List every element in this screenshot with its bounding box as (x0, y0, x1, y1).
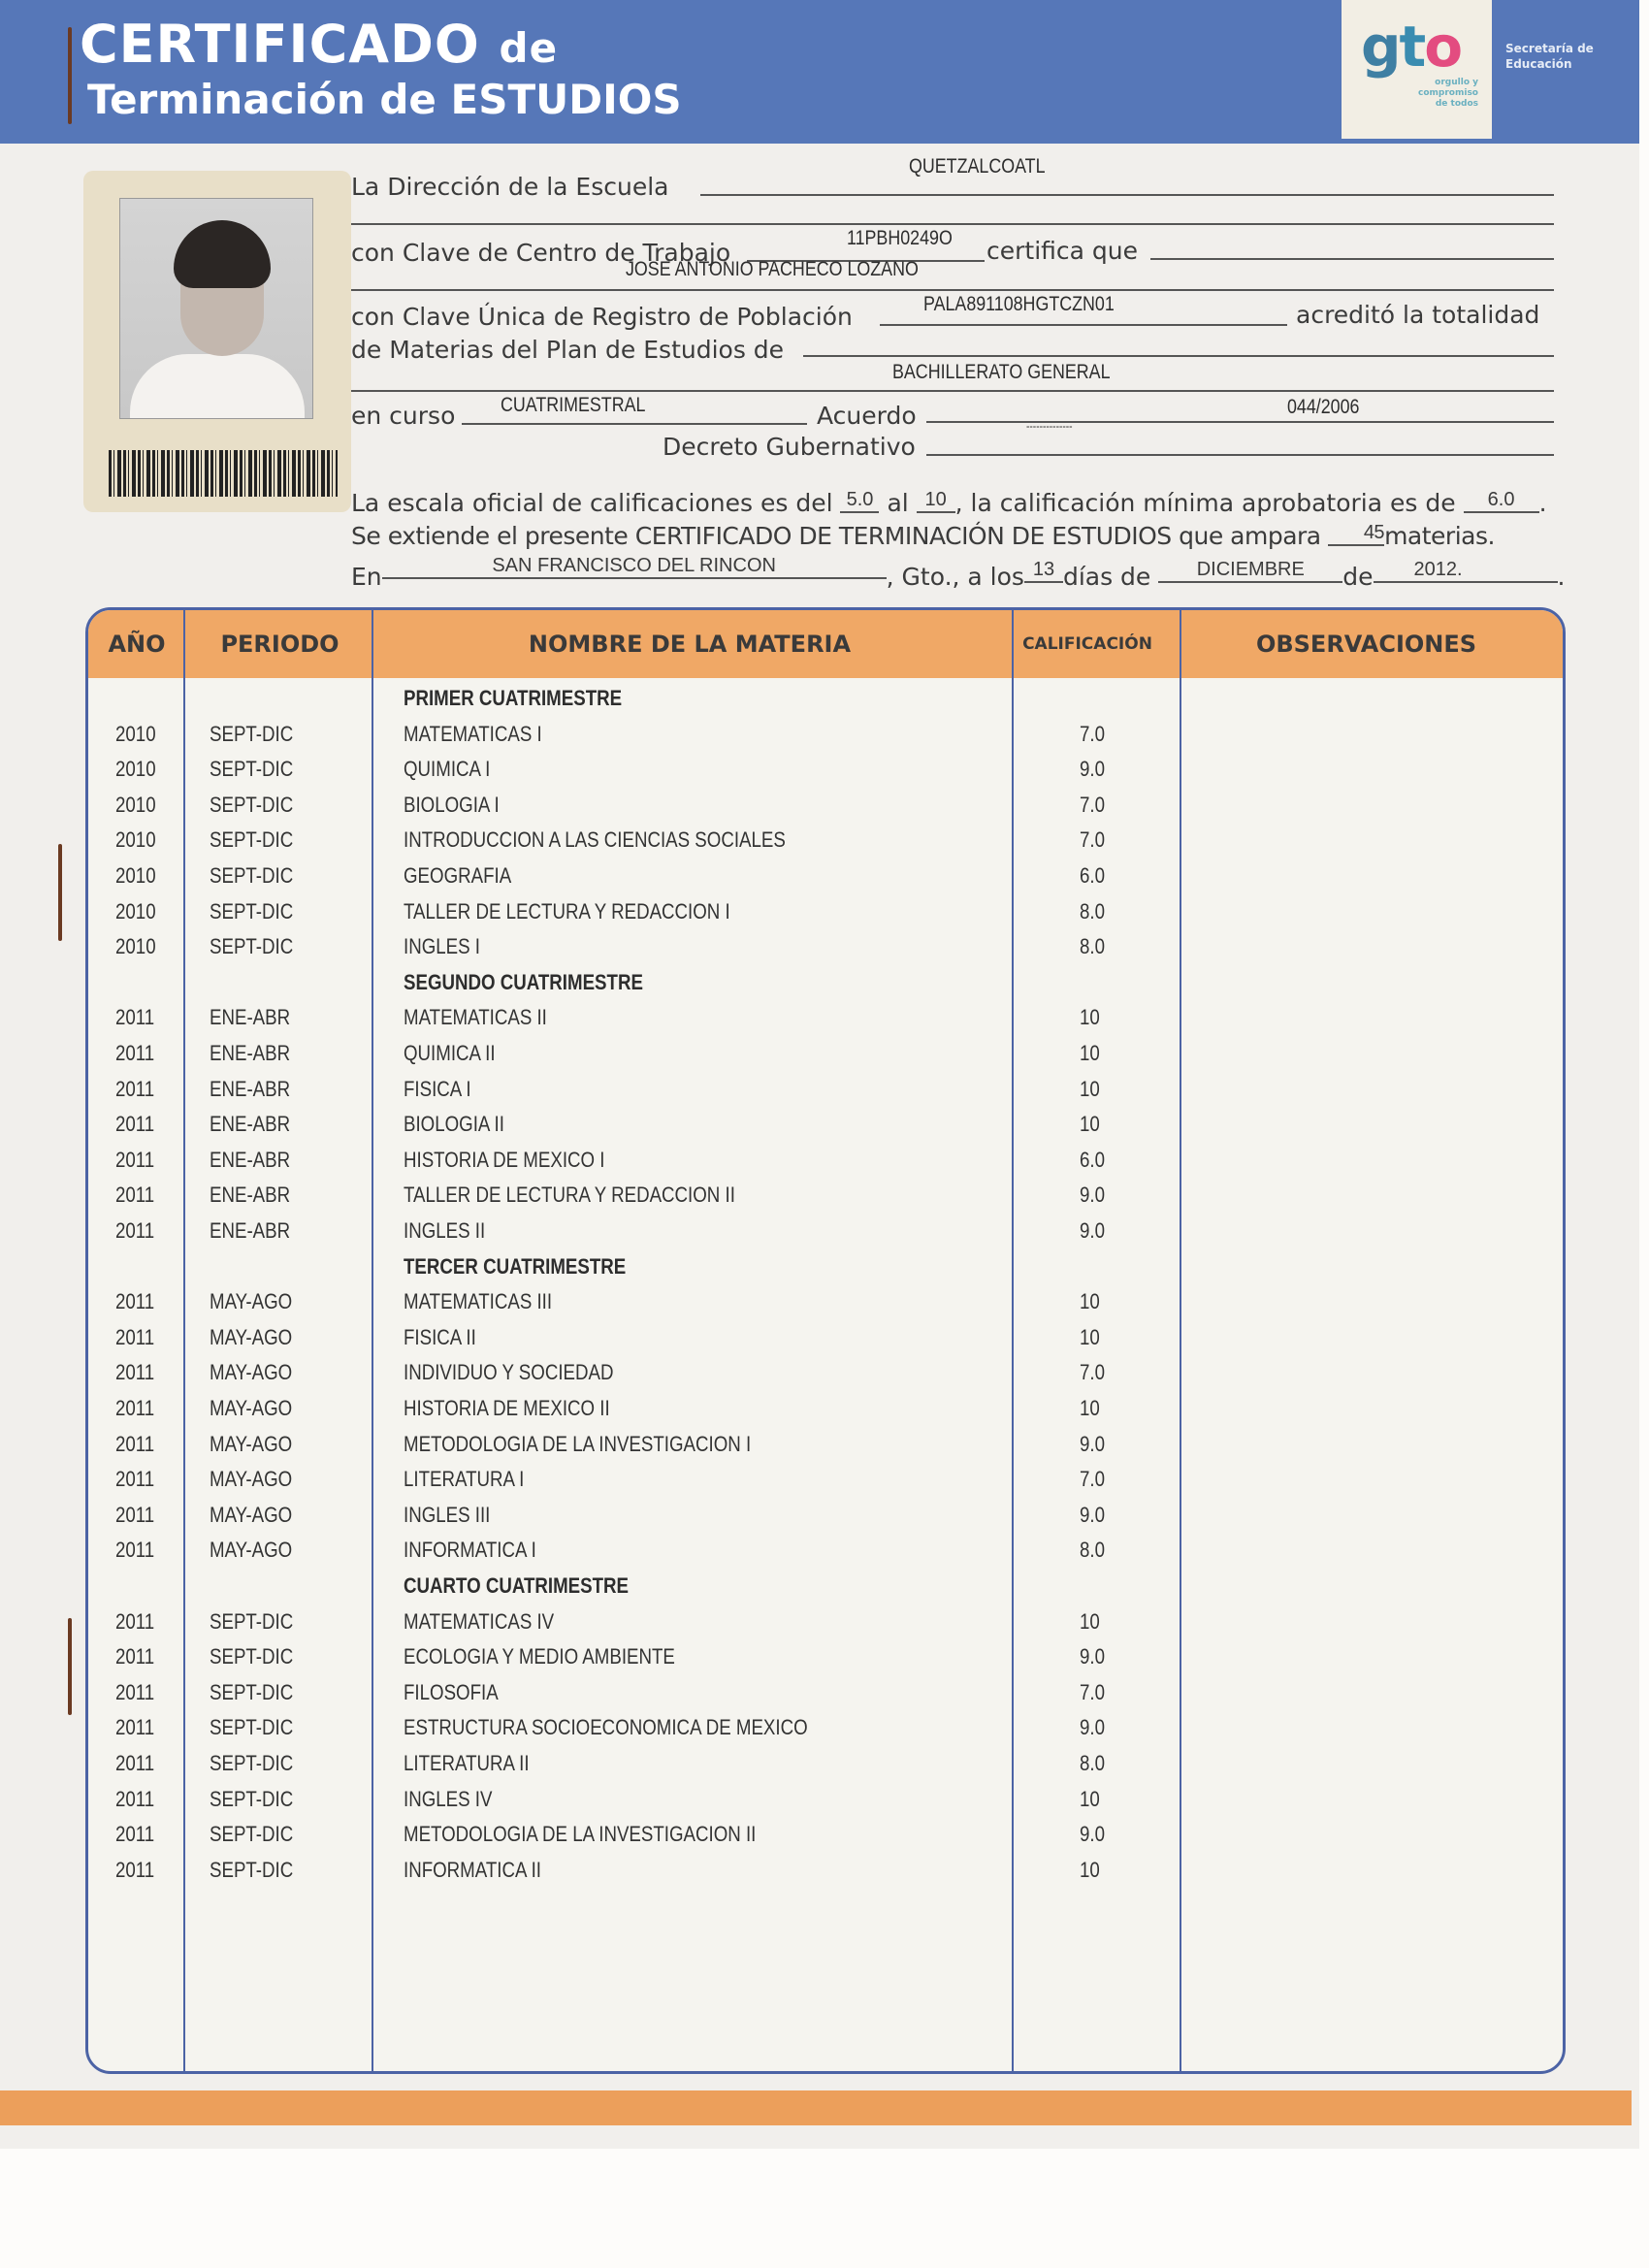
year-cell: 2011 (115, 1502, 155, 1527)
subject-cell: INGLES IV (404, 1786, 493, 1811)
table-row (88, 1036, 1563, 1071)
period-cell: SEPT-DIC (210, 1679, 294, 1704)
escuela-value: QUETZALCOATL (909, 155, 1046, 178)
title-line1 (80, 14, 558, 75)
grade-cell: 7.0 (1080, 1679, 1106, 1704)
year-cell: 2010 (115, 721, 156, 746)
staple-mark (68, 27, 72, 124)
period-cell: SEPT-DIC (210, 1715, 294, 1740)
table-row (88, 1639, 1563, 1674)
grade-cell: 9.0 (1080, 1822, 1106, 1847)
table-row (88, 929, 1563, 964)
escala-text: La escala oficial de calificaciones es del 5.0 al 10 , la calificación mínima aprobatoria es de 6.0 . (351, 489, 1547, 517)
subject-cell: FISICA II (404, 1324, 476, 1349)
lugar-fecha-text: En SAN FRANCISCO DEL RINCON , Gto., a los 13 días de DICIEMBRE de 2012. . (351, 555, 1566, 591)
grade-cell: 8.0 (1080, 934, 1106, 959)
year-cell: 2010 (115, 792, 156, 817)
subject-cell: HISTORIA DE MEXICO II (404, 1396, 610, 1420)
grade-cell: 10 (1080, 1857, 1100, 1882)
subject-cell: INGLES II (404, 1218, 486, 1243)
table-header (88, 610, 1563, 678)
grade-cell: 8.0 (1080, 1538, 1106, 1563)
tagline-line: compromiso (1418, 88, 1478, 98)
section-row (88, 1569, 1563, 1604)
period-cell: SEPT-DIC (210, 863, 294, 888)
staple-mark (68, 1618, 72, 1715)
grade-cell: 10 (1080, 1289, 1100, 1314)
period-cell: SEPT-DIC (210, 827, 294, 853)
curp-value: PALA891108HGTCZN01 (923, 293, 1115, 315)
table-row (88, 859, 1563, 893)
year-cell: 2011 (115, 1608, 155, 1634)
grade-cell: 7.0 (1080, 1467, 1106, 1492)
period-cell: MAY-AGO (210, 1431, 293, 1456)
grade-cell: 7.0 (1080, 792, 1106, 817)
plan-value: BACHILLERATO GENERAL (892, 361, 1111, 383)
period-cell: SEPT-DIC (210, 934, 294, 959)
subject-cell: MATEMATICAS I (404, 721, 542, 746)
period-cell: MAY-AGO (210, 1396, 293, 1420)
table-row (88, 1391, 1563, 1426)
year-cell: 2011 (115, 1538, 155, 1563)
extiende-text-1: Se extiende el presente CERTIFICADO DE TERMINACIÓN DE ESTUDIOS que ampara (351, 522, 1321, 550)
grade-cell: 6.0 (1080, 863, 1106, 888)
grade-cell: 9.0 (1080, 1431, 1106, 1456)
logo-letter-t: t (1399, 14, 1425, 80)
period-cell: SEPT-DIC (210, 1857, 294, 1882)
grade-cell: 10 (1080, 1041, 1100, 1065)
section-row (88, 1249, 1563, 1284)
subject-cell: INTRODUCCION A LAS CIENCIAS SOCIALES (404, 827, 786, 853)
table-row (88, 1178, 1563, 1213)
subject-cell: FILOSOFIA (404, 1679, 499, 1704)
subject-cell: TALLER DE LECTURA Y REDACCION I (404, 898, 730, 923)
table-row (88, 1782, 1563, 1817)
table-row (88, 1143, 1563, 1178)
year-cell: 2011 (115, 1147, 155, 1172)
grade-cell: 9.0 (1080, 1715, 1106, 1740)
period-cell: MAY-AGO (210, 1360, 293, 1385)
subject-cell: INGLES I (404, 934, 480, 959)
period-cell: SEPT-DIC (210, 1822, 294, 1847)
gto-logo-tagline (1418, 78, 1478, 110)
en-label: En (351, 563, 382, 591)
subject-cell: MATEMATICAS III (404, 1289, 553, 1314)
decreto-value: -------------- (1026, 419, 1073, 433)
plan-line (803, 355, 1554, 357)
year-cell: 2010 (115, 757, 156, 782)
subject-cell: INFORMATICA I (404, 1538, 536, 1563)
escala-max-value: 10 (917, 489, 955, 513)
escala-text-1: La escala oficial de calificaciones es del (351, 489, 833, 517)
table-row (88, 1355, 1563, 1390)
year-cell: 2011 (115, 1041, 155, 1065)
period-cell: SEPT-DIC (210, 898, 294, 923)
table-row (88, 1107, 1563, 1142)
grade-cell: 10 (1080, 1112, 1100, 1137)
de-label: de (1342, 563, 1374, 591)
table-row (88, 1604, 1563, 1639)
year-cell: 2010 (115, 898, 156, 923)
clave-ct-label: con Clave de Centro de Trabajo (351, 239, 731, 267)
direccion-label: La Dirección de la Escuela (351, 173, 669, 201)
table-row (88, 1072, 1563, 1107)
section-row (88, 965, 1563, 1000)
period-cell: ENE-ABR (210, 1076, 291, 1101)
footer-band (0, 2090, 1632, 2125)
staple-mark (58, 844, 62, 941)
grade-cell: 6.0 (1080, 1147, 1106, 1172)
decreto-line (926, 454, 1554, 456)
year-cell: 2011 (115, 1289, 155, 1314)
curp-line (880, 324, 1287, 326)
certifica-label: certifica que (986, 237, 1139, 265)
extiende-text-2: materias. (1384, 522, 1495, 550)
year-cell: 2010 (115, 863, 156, 888)
period-cell: SEPT-DIC (210, 757, 294, 782)
subject-cell: ECOLOGIA Y MEDIO AMBIENTE (404, 1644, 675, 1669)
grade-cell: 9.0 (1080, 1644, 1106, 1669)
subject-cell: QUIMICA II (404, 1041, 496, 1065)
year-cell: 2011 (115, 1431, 155, 1456)
plan-label: de Materias del Plan de Estudios de (351, 336, 785, 364)
year-cell: 2011 (115, 1324, 155, 1349)
period-cell: ENE-ABR (210, 1041, 291, 1065)
min-aprobatoria-value: 6.0 (1464, 489, 1539, 513)
student-photo (119, 198, 313, 419)
acuerdo-label: Acuerdo (817, 402, 917, 430)
extiende-text (351, 522, 1495, 550)
period-cell: SEPT-DIC (210, 1786, 294, 1811)
student-photo-card (83, 171, 351, 512)
escala-text-2: , la calificación mínima aprobatoria es de (954, 489, 1456, 517)
lugar-value: SAN FRANCISCO DEL RINCON (382, 555, 887, 579)
subject-cell: METODOLOGIA DE LA INVESTIGACION II (404, 1822, 757, 1847)
period-cell: SEPT-DIC (210, 792, 294, 817)
title-line2: Terminación de ESTUDIOS (87, 76, 682, 123)
subject-cell: BIOLOGIA II (404, 1112, 504, 1137)
period-cell: SEPT-DIC (210, 721, 294, 746)
subject-cell: LITERATURA I (404, 1467, 525, 1492)
table-row (88, 1320, 1563, 1355)
subject-cell: GEOGRAFIA (404, 863, 512, 888)
table-row (88, 1675, 1563, 1710)
subject-cell: METODOLOGIA DE LA INVESTIGACION I (404, 1431, 752, 1456)
secretaria-line: Secretaría de (1505, 42, 1594, 55)
table-row (88, 823, 1563, 858)
curso-line (462, 423, 807, 425)
header-periodo: PERIODO (220, 631, 340, 658)
table-row (88, 1462, 1563, 1497)
grade-cell: 9.0 (1080, 757, 1106, 782)
logo-letter-g: g (1361, 14, 1400, 80)
table-row (88, 1853, 1563, 1888)
year-cell: 2011 (115, 1751, 155, 1775)
year-cell: 2011 (115, 1112, 155, 1137)
table-row (88, 1214, 1563, 1248)
clave-ct-value: 11PBH0249O (847, 227, 953, 249)
escuela-line-2 (351, 223, 1554, 225)
gto-logo (1342, 0, 1492, 139)
curp-label: con Clave Única de Registro de Población (351, 303, 853, 331)
year-cell: 2011 (115, 1822, 155, 1847)
year-cell: 2011 (115, 1467, 155, 1492)
table-row (88, 1427, 1563, 1462)
section-title: CUARTO CUATRIMESTRE (404, 1573, 630, 1598)
grade-cell: 7.0 (1080, 827, 1106, 853)
escuela-line (700, 194, 1554, 196)
subject-cell: MATEMATICAS IV (404, 1608, 555, 1634)
mes-value: DICIEMBRE (1158, 559, 1342, 583)
year-cell: 2011 (115, 1857, 155, 1882)
subject-cell: INGLES III (404, 1502, 491, 1527)
gto-logo-mark (1361, 14, 1461, 80)
subject-cell: ESTRUCTURA SOCIOECONOMICA DE MEXICO (404, 1715, 808, 1740)
period-cell: SEPT-DIC (210, 1644, 294, 1669)
table-row (88, 1498, 1563, 1533)
header-anio: AÑO (108, 631, 166, 658)
secretaria-educacion (1505, 41, 1594, 72)
subject-cell: MATEMATICAS II (404, 1005, 547, 1030)
dia-value: 13 (1024, 559, 1063, 583)
gto-label: , Gto., a los (886, 563, 1024, 591)
acuerdo-value: 044/2006 (1287, 396, 1360, 418)
table-row (88, 1284, 1563, 1319)
table-row (88, 1817, 1563, 1852)
table-row (88, 788, 1563, 823)
section-row (88, 681, 1563, 716)
title-de: de (499, 24, 559, 72)
year-cell: 2011 (115, 1679, 155, 1704)
table-row (88, 894, 1563, 929)
barcode (109, 450, 338, 497)
period-cell: MAY-AGO (210, 1467, 293, 1492)
curso-value: CUATRIMESTRAL (501, 394, 646, 416)
certifica-line (1150, 258, 1554, 260)
grades-table (85, 607, 1566, 2074)
table-row (88, 752, 1563, 787)
tagline-line: orgullo y (1435, 78, 1478, 87)
period-cell: MAY-AGO (210, 1289, 293, 1314)
year-cell: 2011 (115, 1786, 155, 1811)
anio-value: 2012. (1374, 559, 1558, 583)
table-row (88, 1710, 1563, 1745)
period-cell: ENE-ABR (210, 1218, 291, 1243)
year-cell: 2011 (115, 1360, 155, 1385)
header-materia: NOMBRE DE LA MATERIA (528, 631, 852, 658)
grade-cell: 10 (1080, 1324, 1100, 1349)
subject-cell: QUIMICA I (404, 757, 491, 782)
grade-cell: 9.0 (1080, 1218, 1106, 1243)
grade-cell: 10 (1080, 1608, 1100, 1634)
grade-cell: 8.0 (1080, 898, 1106, 923)
period-cell: ENE-ABR (210, 1005, 291, 1030)
period-cell: ENE-ABR (210, 1147, 291, 1172)
year-cell: 2010 (115, 827, 156, 853)
table-row (88, 1533, 1563, 1568)
subject-cell: TALLER DE LECTURA Y REDACCION II (404, 1183, 735, 1208)
decreto-label: Decreto Gubernativo (663, 433, 916, 461)
grade-cell: 10 (1080, 1396, 1100, 1420)
grade-cell: 8.0 (1080, 1751, 1106, 1775)
year-cell: 2011 (115, 1644, 155, 1669)
curso-label: en curso (351, 402, 456, 430)
subject-cell: INFORMATICA II (404, 1857, 541, 1882)
acuerdo-line (926, 421, 1554, 423)
section-title: SEGUNDO CUATRIMESTRE (404, 969, 643, 994)
alumno-line (351, 289, 1554, 291)
subject-cell: LITERATURA II (404, 1751, 530, 1775)
escala-al: al (887, 489, 909, 517)
period-cell: SEPT-DIC (210, 1751, 294, 1775)
period-cell: MAY-AGO (210, 1538, 293, 1563)
header-calificacion: CALIFICACIÓN (1022, 634, 1152, 654)
title-certificado: CERTIFICADO (80, 14, 480, 75)
subject-cell: BIOLOGIA I (404, 792, 500, 817)
year-cell: 2011 (115, 1183, 155, 1208)
dias-label: días de (1062, 563, 1151, 591)
period-cell: MAY-AGO (210, 1324, 293, 1349)
subject-cell: INDIVIDUO Y SOCIEDAD (404, 1360, 614, 1385)
period-cell: MAY-AGO (210, 1502, 293, 1527)
subject-cell: FISICA I (404, 1076, 471, 1101)
grade-cell: 7.0 (1080, 1360, 1106, 1385)
table-row (88, 1000, 1563, 1035)
section-title: TERCER CUATRIMESTRE (404, 1253, 627, 1279)
acredito-label: acreditó la totalidad (1296, 301, 1540, 329)
table-row (88, 717, 1563, 752)
tagline-line: de todos (1435, 99, 1478, 109)
grade-cell: 10 (1080, 1005, 1100, 1030)
year-cell: 2011 (115, 1218, 155, 1243)
grade-cell: 10 (1080, 1076, 1100, 1101)
year-cell: 2011 (115, 1076, 155, 1101)
year-cell: 2011 (115, 1715, 155, 1740)
secretaria-line: Educación (1505, 57, 1572, 71)
section-title: PRIMER CUATRIMESTRE (404, 686, 623, 710)
year-cell: 2011 (115, 1396, 155, 1420)
grade-cell: 9.0 (1080, 1183, 1106, 1208)
plan-line-2 (351, 390, 1554, 392)
escala-min-value: 5.0 (840, 489, 879, 513)
header-observaciones: OBSERVACIONES (1255, 631, 1477, 658)
grade-cell: 10 (1080, 1786, 1100, 1811)
year-cell: 2011 (115, 1005, 155, 1030)
period-cell: ENE-ABR (210, 1112, 291, 1137)
logo-letter-o: o (1424, 14, 1462, 80)
period-cell: ENE-ABR (210, 1183, 291, 1208)
alumno-value: JOSE ANTONIO PACHECO LOZANO (626, 258, 919, 280)
table-row (88, 1746, 1563, 1781)
header-banner (0, 0, 1639, 144)
period-cell: SEPT-DIC (210, 1608, 294, 1634)
year-cell: 2010 (115, 934, 156, 959)
grade-cell: 9.0 (1080, 1502, 1106, 1527)
subject-cell: HISTORIA DE MEXICO I (404, 1147, 605, 1172)
grade-cell: 7.0 (1080, 721, 1106, 746)
materias-count-value: 45 (1328, 522, 1384, 546)
